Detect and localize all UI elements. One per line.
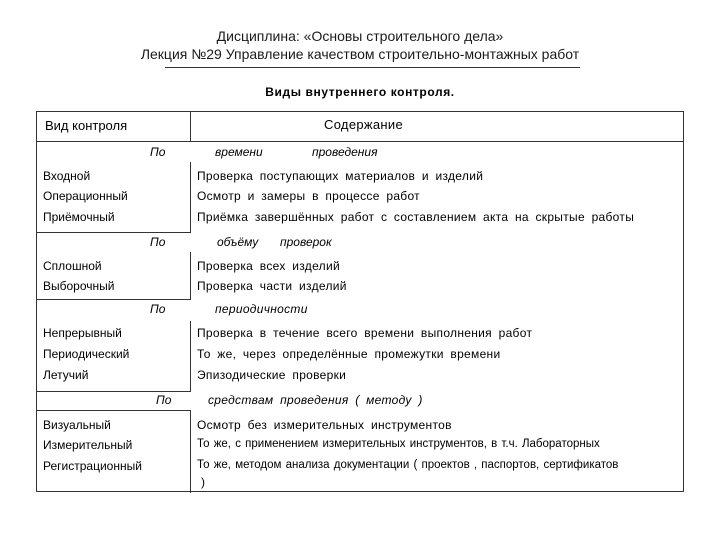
- divider-group-2: [190, 252, 191, 299]
- control-type: Операционный: [43, 189, 128, 203]
- control-content-continuation: ): [201, 475, 205, 489]
- divider-group-3: [190, 321, 191, 391]
- control-type: Выборочный: [43, 279, 115, 293]
- control-content: Проверка в течение всего времени выполнения работ: [197, 326, 533, 340]
- control-content: Осмотр и замеры в процессе работ: [197, 189, 420, 203]
- header-rule: [37, 141, 683, 142]
- rule-group-1: [37, 232, 191, 233]
- control-content: Осмотр без измерительных инструментов: [197, 418, 452, 432]
- group-by-label: По: [150, 302, 166, 316]
- control-type: Регистрационный: [43, 459, 142, 473]
- control-content: Проверка поступающих материалов и изделий: [197, 169, 484, 183]
- group-by-label: По: [150, 145, 166, 159]
- control-content: Проверка всех изделий: [197, 259, 340, 273]
- title-underline: [165, 67, 580, 68]
- control-type: Измерительный: [43, 438, 133, 452]
- group-by-label: По: [156, 393, 172, 407]
- control-type: Визуальный: [43, 418, 111, 432]
- group-criterion: времени: [215, 145, 263, 159]
- column-header-type: Вид контроля: [45, 118, 128, 133]
- divider-group-4: [190, 410, 191, 493]
- control-content: Приёмка завершённых работ с составлением акта на скрытые работы: [197, 210, 635, 224]
- control-type: Летучий: [43, 368, 89, 382]
- rule-group-3: [37, 391, 191, 392]
- group-criterion: объёму: [217, 235, 259, 249]
- control-type: Периодический: [43, 347, 130, 361]
- control-content: То же, через определённые промежутки времени: [197, 347, 501, 361]
- divider-header: [190, 112, 191, 142]
- control-type: Приёмочный: [43, 210, 115, 224]
- control-content: То же, методом анализа документации ( проектов , паспортов, сертификатов: [197, 459, 619, 471]
- control-types-table: [36, 111, 684, 492]
- rule-group-2: [37, 299, 191, 300]
- control-type: Входной: [43, 169, 91, 183]
- lecture-title: Лекция №29 Управление качеством строительно-монтажных работ: [140, 46, 580, 62]
- group-by-label: По: [150, 235, 166, 249]
- column-header-content: Содержание: [324, 117, 403, 132]
- discipline-title: Дисциплина: «Основы строительного дела»: [216, 28, 504, 44]
- control-type: Непрерывный: [43, 326, 122, 340]
- group-criterion: периодичности: [215, 302, 308, 316]
- group-criterion-2: проведения: [312, 145, 378, 159]
- control-content: То же, с применением измерительных инструментов, в т.ч. Лабораторных: [197, 438, 600, 450]
- divider-group-1: [190, 162, 191, 232]
- control-content: Проверка части изделий: [197, 279, 347, 293]
- control-type: Сплошной: [43, 259, 102, 273]
- control-content: Эпизодические проверки: [197, 368, 347, 382]
- section-subtitle: Виды внутреннего контроля.: [265, 85, 455, 99]
- group-criterion-2: проверок: [280, 235, 332, 249]
- group-criterion: средствам проведения ( методу ): [208, 393, 423, 407]
- rule-group-4: [37, 410, 191, 411]
